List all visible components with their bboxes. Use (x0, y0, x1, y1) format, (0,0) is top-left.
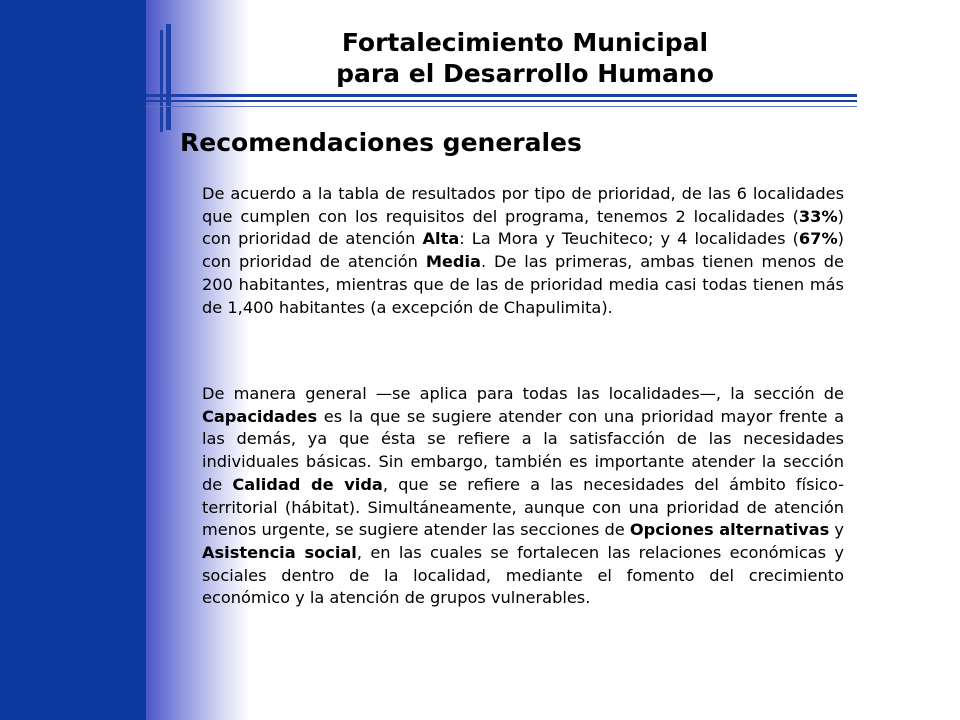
bold-text: Media (425, 252, 481, 272)
decorative-horizontal-line (146, 94, 857, 97)
text-run: : La Mora y Teuchiteco; y 4 localidades ( (459, 229, 799, 249)
decorative-vertical-line (160, 30, 163, 132)
text-run: , en las cuales se fortalecen las relaciones económicas y sociales dentro de la localidad, mediante el fomento del crecimiento económico y la atención de grupos vulnerables. (202, 542, 844, 608)
text-run: De acuerdo a la tabla de resultados por tipo de prioridad, de las 6 localidades que cumplen con los requisitos del programa, tenemos 2 localidades ( (202, 184, 844, 226)
bold-text: Capacidades (202, 406, 318, 426)
left-blue-band (0, 0, 146, 720)
text-run: ) con prioridad de atención (202, 206, 844, 249)
slide-title-line2: para el Desarrollo Humano (336, 59, 714, 88)
section-heading: Recomendaciones generales (180, 128, 582, 157)
text-run: . De las primeras, ambas tienen menos de 200 habitantes, mientras que de las de prioridad media casi todas tienen más de 1,400 habitantes (a excepción de Chapulimita). (202, 252, 844, 317)
text-run: , que se refiere a las necesidades del ámbito físico-territorial (hábitat). Simultáneamente, aunque con una prioridad de atención menos urgente, se sugiere atender las secciones de (202, 474, 845, 540)
paragraph-priority-results (202, 183, 844, 319)
decorative-horizontal-line (146, 100, 857, 102)
bold-text: 33% (798, 206, 838, 226)
bold-text: Calidad de vida (232, 474, 383, 494)
decorative-vertical-line (166, 24, 171, 130)
bold-text: Asistencia social (202, 542, 357, 562)
paragraph-general-recommendation (202, 383, 844, 610)
bold-text: Opciones alternativas (629, 520, 830, 540)
text-run: De manera general —se aplica para todas las localidades—, la sección de (202, 384, 844, 403)
slide-title (300, 27, 750, 89)
bold-text: Alta (422, 229, 460, 249)
bold-text: 67% (798, 229, 838, 249)
text-run: es la que se sugiere atender con una prioridad mayor frente a las demás, ya que ésta se refiere a la satisfacción de las necesidades individuales básicas. Sin embargo, también es importante atender la sección de (202, 406, 844, 494)
text-run: y (829, 520, 844, 540)
text-run: ) con prioridad de atención (202, 229, 844, 272)
decorative-horizontal-line (146, 106, 857, 107)
slide-title-line1: Fortalecimiento Municipal (341, 28, 709, 57)
